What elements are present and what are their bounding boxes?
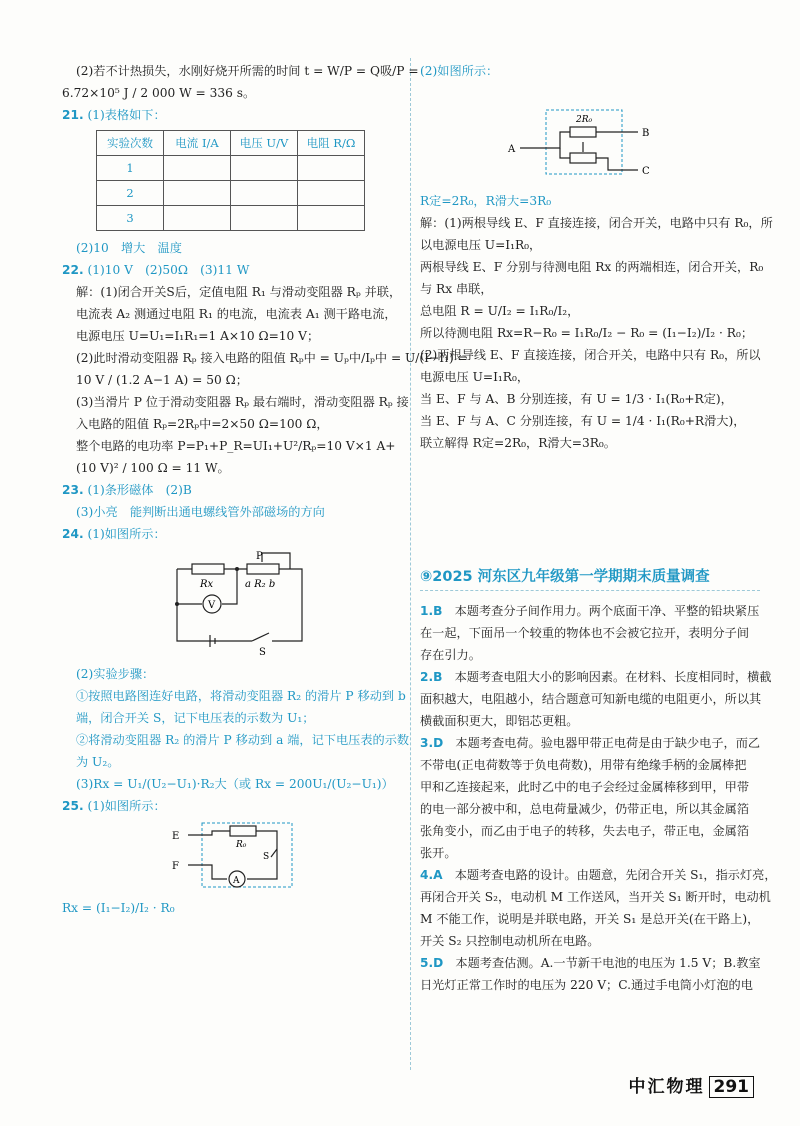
column-divider — [410, 58, 411, 1070]
table-cell: 3 — [97, 206, 164, 231]
q24-circuit-diagram — [62, 549, 402, 657]
q24-line — [62, 523, 402, 545]
mc-text: 开关 S₂ 只控制电动机所在电路。 — [420, 934, 600, 948]
table-cell: 1 — [97, 156, 164, 181]
page-footer — [629, 1072, 755, 1098]
resistor-r0 — [230, 826, 256, 836]
mc-answers — [420, 600, 777, 996]
q20-result — [62, 82, 402, 104]
q21-line — [62, 104, 402, 126]
q25-number: 25. — [62, 799, 84, 813]
q25-circuit-diagram — [62, 821, 402, 891]
table-header: 实验次数 — [97, 131, 164, 156]
mc-text: 在一起，下面吊一个较重的物体也不会被它拉开，表明分子间 — [420, 626, 750, 640]
q24-number: 24. — [62, 527, 84, 541]
circuit-wire — [596, 158, 638, 170]
table-cell: 2 — [97, 181, 164, 206]
r0-label: R₀ — [236, 840, 247, 850]
switch — [271, 849, 277, 857]
q22-solution-7: 入电路的阻值 Rₚ=2Rₚ中=2×50 Ω=100 Ω， — [76, 417, 329, 431]
right-sol-1: 解：(1)两根导线 E、F 直接连接，闭合开关，电路中只有 R₀，所 — [420, 216, 773, 230]
mc-text: 再闭合开关 S₂，电动机 M 工作送风，当开关 S₁ 断开时，电动机 — [420, 890, 771, 904]
mc-text: 面积越大，电阻越小，结合题意可知新电缆的电阻更小，所以其 — [420, 692, 762, 706]
b-label: B — [642, 128, 650, 139]
mc-text: 存在引力。 — [420, 648, 481, 662]
right-sol-10: 当 E、F 与 A、C 分别连接，有 U = 1/4 · I₁(R₀+R滑大)， — [420, 414, 746, 428]
q22-solution-5: 10 V / (1.2 A−1 A) = 50 Ω； — [76, 373, 248, 387]
junction — [235, 567, 239, 571]
page-number: 291 — [709, 1076, 755, 1098]
q21-number: 21. — [62, 108, 84, 122]
junction — [175, 602, 179, 606]
s-label: S — [263, 852, 270, 862]
mc-1 — [420, 600, 758, 622]
resistor-2r0 — [570, 127, 596, 137]
mc-4 — [420, 864, 777, 886]
q23-line — [62, 479, 402, 501]
q22-solution-4: (2)此时滑动变阻器 Rₚ 接入电路的阻值 Rₚ中 = Uₚ中/Iₚ中 = U/(I−I₁) = — [76, 351, 468, 365]
switch — [252, 633, 269, 641]
q22-solution-9: (10 V)² / 100 Ω = 11 W。 — [76, 461, 230, 475]
circuit-wire — [560, 148, 570, 158]
mc-text: 不带电(正电荷数等于负电荷数)，用带有绝缘手柄的金属棒把 — [420, 758, 747, 772]
q22-solution-2: 电流表 A₂ 测通过电阻 R₁ 的电流，电流表 A₁ 测干路电流， — [76, 307, 397, 321]
mc-text: 张开。 — [420, 846, 457, 860]
right-sol-3: 两根导线 E、F 分别与待测电阻 Rx 的两端相连，闭合开关，R₀ — [420, 260, 764, 274]
q24-step1b: 端，闭合开关 S，记下电压表的示数为 U₁； — [76, 711, 315, 725]
resistor-rx — [192, 564, 224, 574]
table-header: 电阻 R/Ω — [298, 131, 365, 156]
right-sol-6: 所以待测电阻 Rx=R−R₀ = I₁R₀/I₂ − R₀ = (I₁−I₂)/I₂ · R₀； — [420, 326, 754, 340]
q22-answer: (1)10 V (2)50Ω (3)11 W — [87, 263, 250, 277]
table-row — [97, 156, 365, 181]
q20-line — [62, 60, 419, 82]
q22-solution-8: 整个电路的电功率 P=P₁+P_R=UI₁+U²/Rₚ=10 V×1 A+ — [76, 439, 396, 453]
mc-text: 本题考查电路的设计。由题意，先闭合开关 S₁，指示灯亮， — [454, 868, 777, 882]
mc-text: 的电一部分被中和，总电荷量减少，仍带正电，所以其金属箔 — [420, 802, 750, 816]
table-row — [97, 181, 365, 206]
circuit-wire — [177, 569, 302, 641]
mc-text: 本题考查估测。A.一节新干电池的电压为 1.5 V；B.教室 — [455, 956, 761, 970]
experiment-table — [96, 130, 365, 231]
q22-solution-1: 解：(1)闭合开关S后，定值电阻 R₁ 与滑动变阻器 Rₚ 并联， — [76, 285, 402, 299]
mc-text: 本题考查分子间作用力。两个底面干净、平整的铅块紧压 — [454, 604, 760, 618]
q20-result-text: 6.72×10⁵ J / 2 000 W = 336 s。 — [62, 86, 256, 100]
s-label: S — [259, 647, 266, 657]
table-header: 电流 I/A — [164, 131, 231, 156]
a-label: A — [233, 876, 240, 886]
q22-solution-6: (3)当滑片 P 位于滑动变阻器 Rₚ 最右端时，滑动变阻器 Rₚ 接 — [76, 395, 409, 409]
e-label: E — [172, 831, 180, 842]
table-header: 电压 U/V — [231, 131, 298, 156]
mc-text: 张角变小，而乙由于电子的转移，失去电子，带正电，金属箔 — [420, 824, 750, 838]
mc-text: 甲和乙连接起来，此时乙中的电子会经过金属棒移到甲，甲带 — [420, 780, 750, 794]
mc-text: 本题考查电阻大小的影响因素。在材料、长度相同时，横截 — [454, 670, 772, 684]
q23-part1: (1)条形磁体 (2)B — [87, 483, 192, 497]
q22-solution-3: 电源电压 U=U₁=I₁R₁=1 A×10 Ω=10 V； — [76, 329, 320, 343]
right-sol-2: 以电源电压 U=I₁R₀， — [420, 238, 542, 252]
p-label: P — [256, 551, 263, 562]
q21-part2: (2)10 增大 温度 — [76, 241, 182, 255]
q20-text: (2)若不计热损失，水刚好烧开所需的时间 — [76, 64, 301, 78]
q22-line — [62, 259, 402, 281]
right-sol-7: (2)两根导线 E、F 直接连接，闭合开关，电路中只有 R₀，所以 — [420, 348, 761, 362]
q24-part3: (3)Rx = U₁/(U₂−U₁)·R₂大（或 Rx = 200U₁/(U₂−U₁)） — [76, 777, 394, 791]
q24-step1a: ①按照电路图连好电路，将滑动变阻器 R₂ 的滑片 P 移动到 b — [76, 689, 406, 703]
rheostat-r2 — [247, 564, 279, 574]
q20-equation: t = W/P = Q吸/P = — [304, 64, 419, 78]
q25-line — [62, 795, 402, 817]
q24-part2: (2)实验步骤： — [76, 667, 155, 681]
circuit-wire — [188, 865, 227, 879]
q24-step2a: ②将滑动变阻器 R₂ 的滑片 P 移动到 a 端，记下电压表的示数 — [76, 733, 410, 747]
mc-text: 本题考查电荷。验电器甲带正电荷是由于缺少电子，而乙 — [455, 736, 761, 750]
right-sol-5: 总电阻 R = U/I₂ = I₁R₀/I₂， — [420, 304, 580, 318]
mc-number: 3.D — [420, 736, 444, 750]
f-label: F — [172, 861, 179, 872]
right-sol-8: 电源电压 U=I₁R₀， — [420, 370, 530, 384]
mc-3 — [420, 732, 761, 754]
right-circuit-diagram — [420, 86, 758, 184]
right-result: R定=2R₀，R滑大=3R₀ — [420, 194, 552, 208]
q2-label: (2)如图所示： — [420, 64, 499, 78]
mc-5 — [420, 952, 761, 974]
right-sol-4: 与 Rx 串联， — [420, 282, 493, 296]
a-label: A — [508, 144, 516, 155]
rheostat — [570, 153, 596, 163]
mc-number: 1.B — [420, 604, 443, 618]
v-label: V — [208, 600, 216, 611]
mc-number: 5.D — [420, 956, 444, 970]
r2-label: a R₂ b — [245, 579, 276, 590]
right-sol-11: 联立解得 R定=2R₀，R滑大=3R₀。 — [420, 436, 616, 450]
q23-part3: (3)小亮 能判断出通电螺线管外部磁场的方向 — [76, 505, 325, 519]
table-header-row — [97, 131, 365, 156]
footer-subject: 中汇物理 — [628, 1077, 705, 1097]
q24-step2b: 为 U₂。 — [76, 755, 120, 769]
q25-part1: (1)如图所示： — [87, 799, 166, 813]
q21-part1: (1)表格如下： — [87, 108, 166, 122]
right-column — [420, 60, 773, 454]
mc-number: 2.B — [420, 670, 443, 684]
c-label: C — [642, 166, 650, 177]
mc-number: 4.A — [420, 868, 443, 882]
mc-text: 横截面积更大，即铝芯更粗。 — [420, 714, 579, 728]
q25-result: Rx = (I₁−I₂)/I₂ · R₀ — [62, 901, 175, 915]
mc-2 — [420, 666, 772, 688]
right-sol-9: 当 E、F 与 A、B 分别连接，有 U = 1/3 · I₁(R₀+R定)， — [420, 392, 733, 406]
table-row — [97, 206, 365, 231]
section-title: ⑨2025 河东区九年级第一学期期末质量调查 — [420, 564, 760, 591]
mc-text: 日光灯正常工作时的电压为 220 V；C.通过手电筒小灯泡的电 — [420, 978, 753, 992]
q23-number: 23. — [62, 483, 84, 497]
r-label: 2R₀ — [576, 115, 593, 125]
mc-text: M 不能工作，说明是并联电路，开关 S₁ 是总开关(在干路上)， — [420, 912, 760, 926]
q24-part1: (1)如图所示： — [87, 527, 166, 541]
rx-label: Rx — [200, 579, 214, 590]
q22-number: 22. — [62, 263, 84, 277]
